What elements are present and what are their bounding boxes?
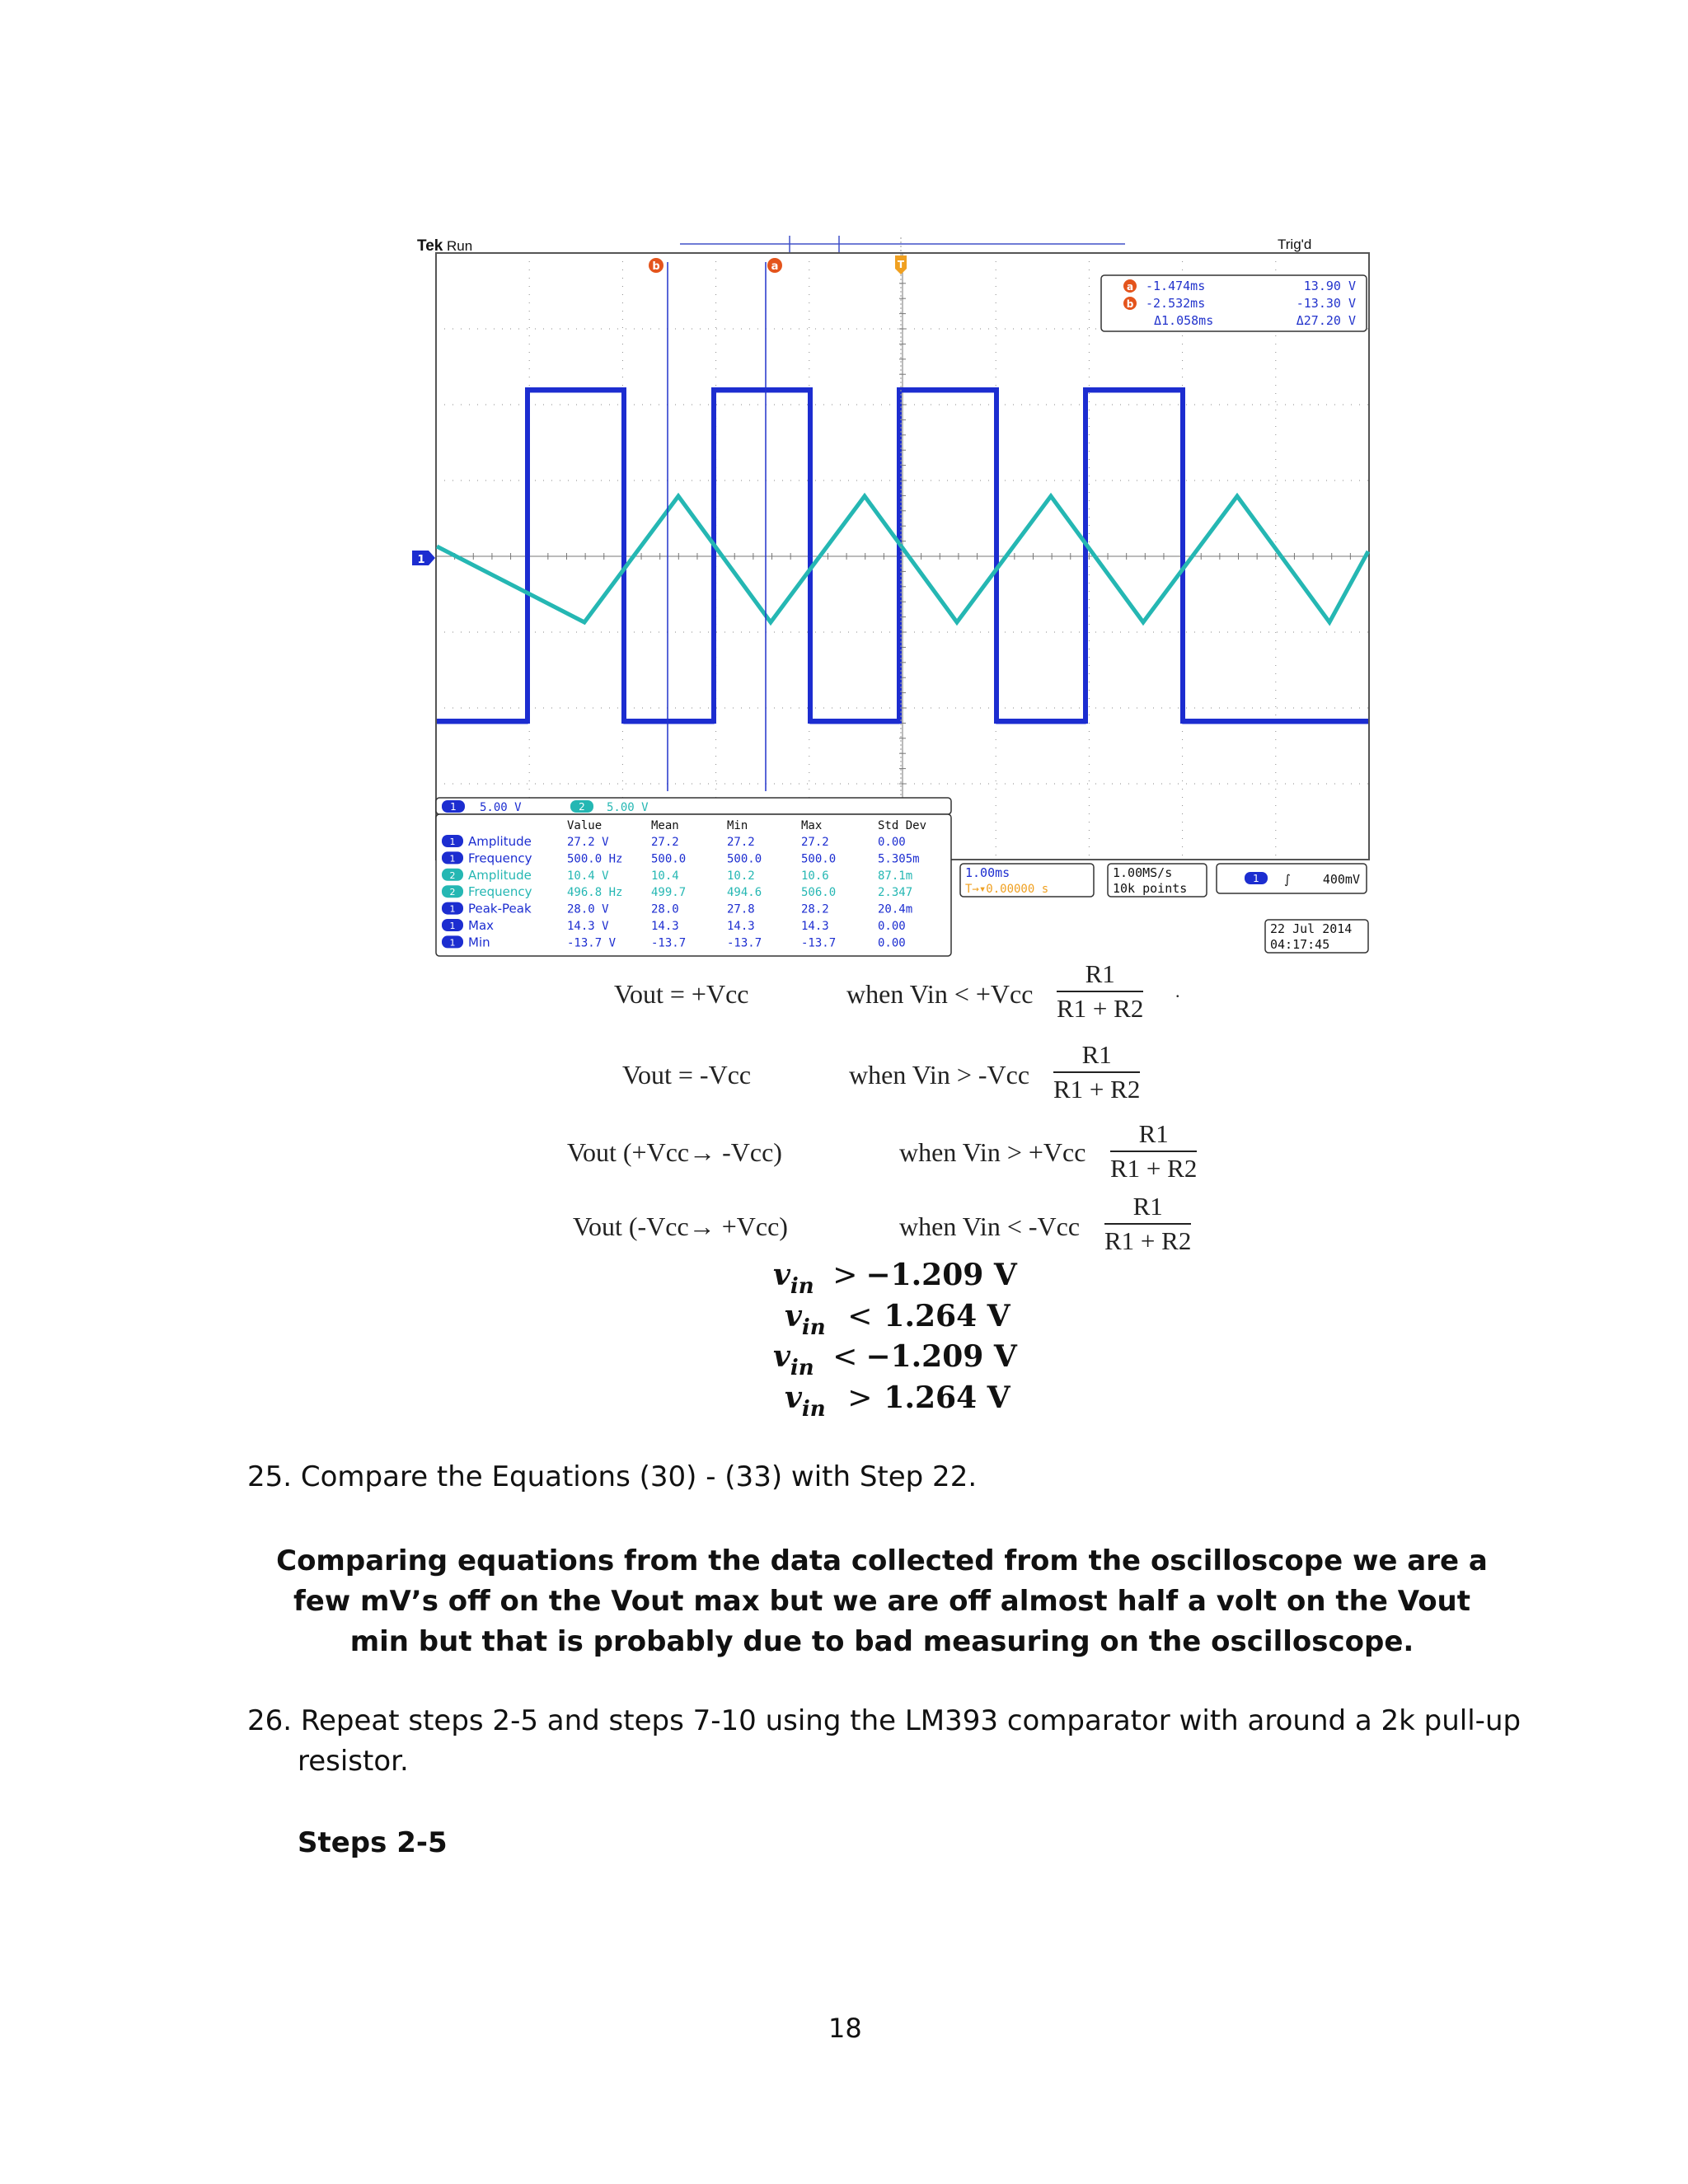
inequality-operator: <	[847, 1300, 873, 1333]
step-26-text-line2: resistor.	[298, 1745, 409, 1778]
trigger-level: 400mV	[1322, 872, 1360, 887]
measurement-cell: 500.0 Hz	[567, 852, 623, 866]
scope-brand: Tek	[417, 237, 443, 255]
measurement-cell: 10.4 V	[567, 869, 609, 883]
measurement-cell: 28.0	[651, 902, 679, 916]
measurement-cell: 14.3 V	[567, 920, 609, 933]
table-header: Mean	[651, 819, 679, 832]
measurement-name: Frequency	[468, 851, 532, 866]
inequality-variable: v	[785, 1299, 802, 1333]
inequality-subscript: in	[790, 1274, 814, 1299]
table-header: Std Dev	[878, 819, 927, 832]
measurement-cell: 20.4m	[878, 902, 913, 916]
channel-scale-bar[interactable]	[436, 798, 951, 814]
measurement-cell: 27.8	[727, 902, 755, 916]
equation-1-numerator: R1	[1057, 959, 1143, 992]
channel-badge-label: 1	[449, 903, 456, 915]
svg-text:1: 1	[450, 801, 457, 813]
step-26-text-line1: 26. Repeat steps 2-5 and steps 7-10 using the LM393 comparator with around a 2k pull-up	[247, 1704, 1522, 1737]
measurement-cell: 2.347	[878, 886, 913, 900]
equation-2-fraction	[1053, 1040, 1140, 1104]
scope-time: 04:17:45	[1270, 937, 1330, 952]
equation-3-lhs: Vout (+Vcc→ -Vcc)	[567, 1137, 782, 1167]
inequality-subscript: in	[801, 1397, 826, 1422]
scope-graticule	[436, 253, 1369, 860]
svg-text:b: b	[1126, 298, 1134, 310]
measurement-name: Max	[468, 918, 495, 933]
measurement-cell: -13.7	[651, 936, 687, 950]
equation-2-lhs: Vout = -Vcc	[622, 1060, 752, 1090]
inequality-2	[785, 1299, 1010, 1340]
channel-badge-label: 1	[449, 837, 456, 847]
measurement-cell: 506.0	[801, 886, 837, 900]
measurement-cell: -13.7 V	[567, 936, 617, 950]
equation-4-fraction	[1104, 1192, 1191, 1256]
inequality-3	[773, 1339, 1017, 1380]
channel-badge-label: 1	[449, 937, 456, 949]
equation-3-denominator: R1 + R2	[1110, 1154, 1198, 1183]
page-number: 18	[828, 2013, 862, 2044]
measurement-cell: 0.00	[878, 920, 906, 933]
inequality-1	[773, 1258, 1017, 1299]
inequality-variable: v	[773, 1339, 790, 1374]
measurement-cell: 0.00	[878, 936, 906, 950]
svg-text:a: a	[1126, 281, 1134, 293]
inequality-variable: v	[773, 1258, 790, 1292]
scope-trig-state: Trig'd	[1278, 237, 1312, 252]
trigger-settings-panel[interactable]	[1217, 864, 1367, 893]
scope-run-state: Run	[447, 238, 473, 254]
cursor-a-marker-label: a	[771, 260, 779, 273]
equation-1-lhs: Vout = +Vcc	[614, 979, 749, 1009]
cursor-b-volt: -13.30 V	[1296, 296, 1356, 311]
measurement-cell: 10.4	[651, 869, 679, 883]
ch2-scale: 5.00 V	[607, 801, 649, 814]
equation-1-denominator: R1 + R2	[1057, 994, 1144, 1023]
acquisition-panel[interactable]	[1108, 864, 1207, 897]
inequality-value: 1.264 V	[884, 1380, 1010, 1415]
cursor-readout-panel	[1101, 275, 1367, 331]
equation-1-fraction	[1057, 959, 1143, 1024]
measurement-name: Min	[468, 935, 490, 950]
inequality-4	[785, 1380, 1010, 1422]
measurement-cell: 28.0 V	[567, 902, 609, 916]
cursor-b-time: -2.532ms	[1146, 296, 1206, 311]
equation-2-denominator: R1 + R2	[1053, 1075, 1141, 1104]
cursor-delta-volt: Δ27.20 V	[1296, 313, 1356, 328]
steps-2-5-heading: Steps 2-5	[298, 1826, 448, 1859]
inequality-subscript: in	[790, 1356, 814, 1380]
inequality-value: 1.264 V	[884, 1299, 1010, 1333]
measurement-cell: 27.2	[727, 836, 755, 849]
channel-badge-label: 1	[449, 921, 456, 931]
equation-2-numerator: R1	[1053, 1040, 1140, 1073]
cursor-a-volt: 13.90 V	[1303, 279, 1356, 293]
equation-4-denominator: R1 + R2	[1104, 1226, 1192, 1255]
measurement-cell: 14.3	[801, 920, 829, 933]
measurement-cell: 14.3	[651, 920, 679, 933]
measurement-cell: -13.7	[801, 936, 837, 950]
trigger-slope: ∫	[1284, 872, 1291, 887]
step-25-text: 25. Compare the Equations (30) - (33) with Step 22.	[247, 1460, 978, 1493]
measurement-cell: 499.7	[651, 886, 687, 900]
measurement-cell: 500.0	[651, 852, 687, 866]
inequality-value: −1.209 V	[865, 1258, 1017, 1292]
measurement-cell: 28.2	[801, 902, 829, 916]
ch1-ground-marker-label: 1	[417, 554, 425, 566]
measurement-cell: 10.6	[801, 869, 829, 883]
scope-date: 22 Jul 2014	[1270, 921, 1353, 936]
timebase-panel[interactable]	[960, 864, 1094, 897]
measurement-name: Amplitude	[468, 834, 532, 849]
measurement-cell: 27.2	[651, 836, 679, 849]
oscilloscope-capture	[412, 231, 1376, 964]
measurement-cell: 27.2	[801, 836, 829, 849]
table-header: Value	[567, 819, 603, 832]
step-25-answer: Comparing equations from the data collected from the oscilloscope we are a few mV’s off on the Vout max but we are off almost half a volt on the Vout min but that is probably due to bad measuring on the oscilloscope.	[276, 1544, 1488, 1658]
cursor-delta-time: Δ1.058ms	[1154, 313, 1214, 328]
equation-4-condition: when Vin < -Vcc	[899, 1212, 1081, 1241]
channel-badge-label: 1	[449, 853, 456, 865]
measurement-name: Peak-Peak	[468, 901, 532, 916]
measurement-cell: 14.3	[727, 920, 755, 933]
inequality-value: −1.209 V	[865, 1339, 1017, 1374]
measurement-cell: 5.305m	[878, 852, 920, 866]
measurement-cell: 500.0	[727, 852, 762, 866]
inequality-operator: >	[832, 1258, 858, 1292]
trigger-marker-label: T	[897, 259, 905, 270]
record-length: 10k points	[1113, 881, 1188, 896]
cursor-a-time: -1.474ms	[1146, 279, 1206, 293]
measurement-cell: 496.8 Hz	[567, 886, 623, 900]
measurement-cell: 0.00	[878, 836, 906, 849]
trigger-position-value: T→▾0.00000 s	[965, 883, 1049, 896]
measurement-cell: 494.6	[727, 886, 762, 900]
equation-1-condition: when Vin < +Vcc	[846, 979, 1034, 1009]
date-time-panel	[1265, 920, 1368, 953]
svg-text:1: 1	[1253, 873, 1259, 884]
inequality-subscript: in	[801, 1315, 826, 1340]
ch1-scale: 5.00 V	[480, 801, 522, 814]
measurement-cell: -13.7	[727, 936, 762, 950]
equation-3-fraction	[1110, 1119, 1197, 1183]
measurement-cell: 10.2	[727, 869, 755, 883]
inequality-operator: >	[847, 1381, 873, 1415]
equation-1-tail: .	[1175, 981, 1180, 1001]
measurement-cell: 87.1m	[878, 869, 913, 883]
equation-3-condition: when Vin > +Vcc	[899, 1137, 1086, 1167]
svg-text:2: 2	[579, 801, 585, 813]
equation-2-condition: when Vin > -Vcc	[849, 1060, 1030, 1090]
cursor-b-marker-label: b	[652, 260, 660, 273]
measurement-table	[436, 814, 951, 956]
equation-4-numerator: R1	[1104, 1192, 1191, 1225]
sample-rate: 1.00MS/s	[1113, 865, 1173, 880]
measurement-name: Frequency	[468, 884, 532, 900]
measurement-name: Amplitude	[468, 867, 532, 883]
inequality-operator: <	[832, 1340, 858, 1374]
measurement-cell: 27.2 V	[567, 836, 609, 849]
channel-badge-label: 2	[449, 869, 456, 881]
table-header: Max	[801, 819, 823, 832]
table-header: Min	[727, 819, 748, 832]
inequality-variable: v	[785, 1380, 802, 1415]
channel-badge-label: 2	[449, 887, 456, 898]
timebase-value: 1.00ms	[965, 865, 1010, 880]
measurement-cell: 500.0	[801, 852, 837, 866]
equation-3-numerator: R1	[1110, 1119, 1197, 1152]
equation-4-lhs: Vout (-Vcc→ +Vcc)	[573, 1212, 788, 1241]
